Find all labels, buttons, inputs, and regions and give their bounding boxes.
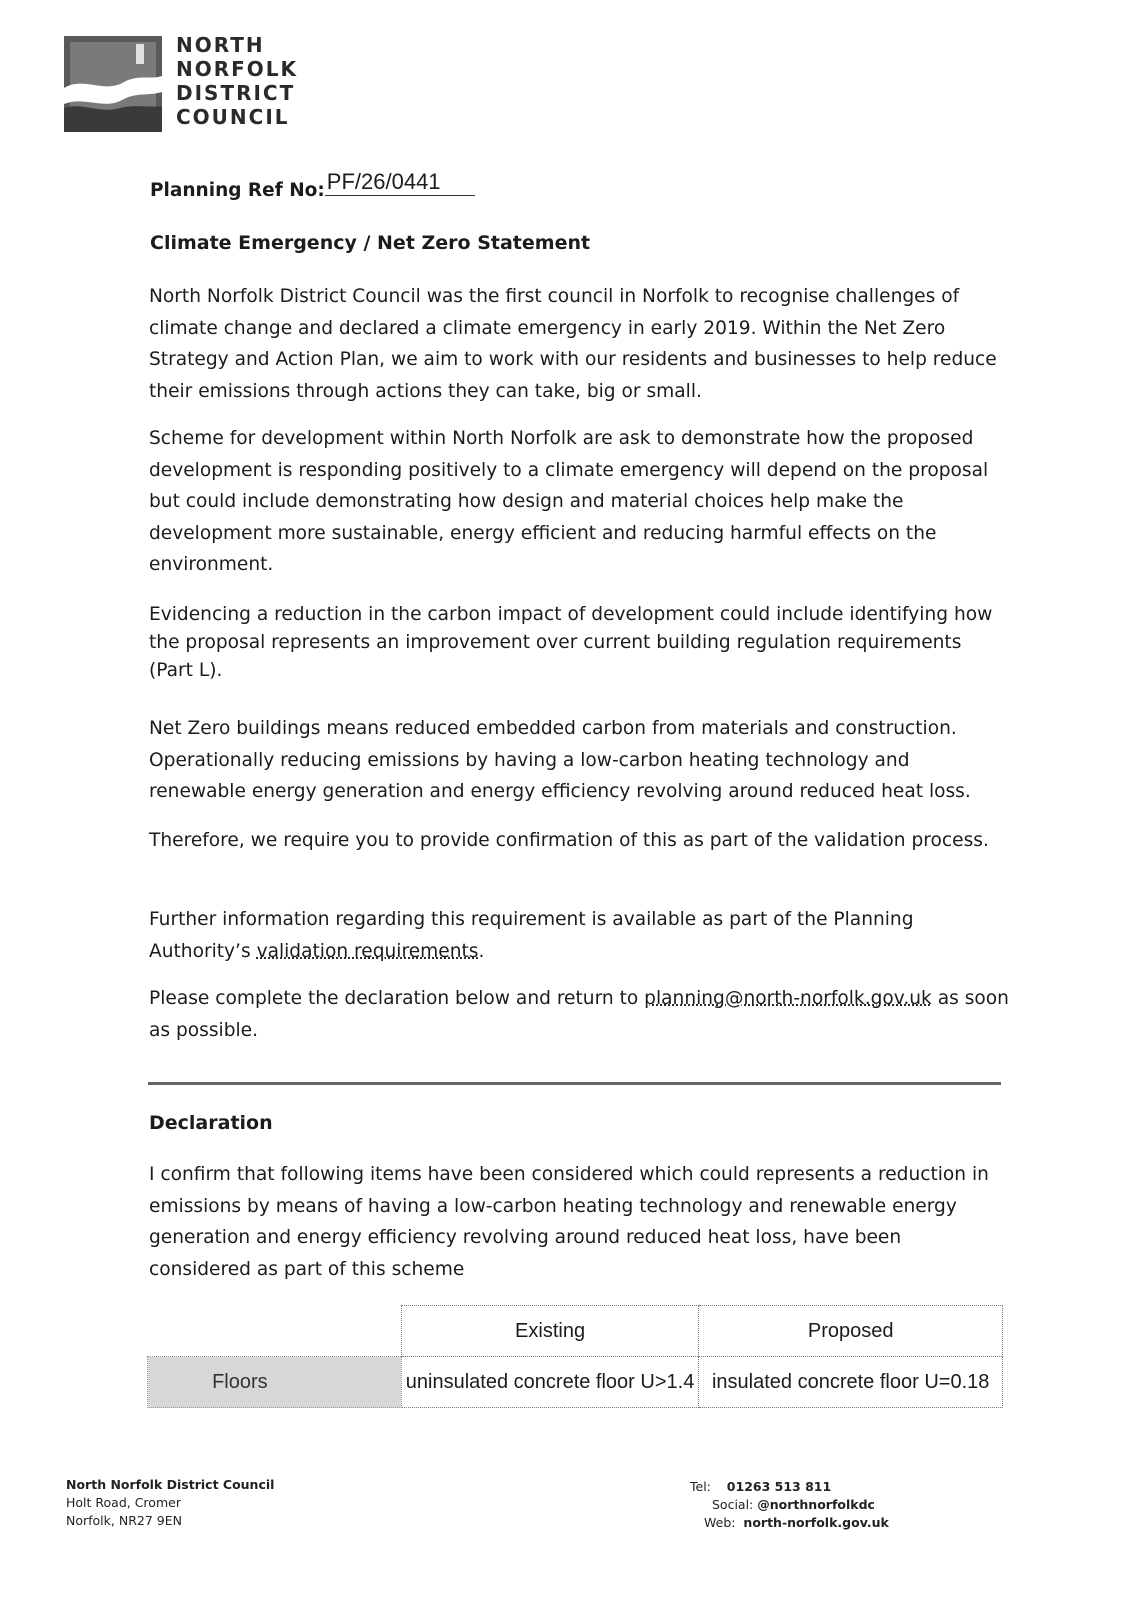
declaration-table (147, 1305, 1003, 1408)
footer-address-line: Norfolk, NR27 9EN (66, 1513, 182, 1528)
footer-address-line: Holt Road, Cromer (66, 1495, 181, 1510)
planning-ref-value: PF/26/0441 (325, 169, 475, 196)
cell-proposed[interactable]: insulated concrete floor U=0.18 (699, 1357, 1003, 1408)
social-value: @northnorfolkdc (757, 1497, 875, 1512)
planning-ref-label: Planning Ref No: (150, 180, 325, 201)
logo-line: COUNCIL (176, 105, 290, 129)
statement-title: Climate Emergency / Net Zero Statement (150, 232, 591, 254)
footer-social (690, 1496, 889, 1514)
paragraph-intro: North Norfolk District Council was the first council in Norfolk to recognise challenges of climate change and declared a climate emergency in early 2019. Within the Net Zero Strategy and Action Plan, we aim to work with our residents and businesses to help reduce their emissions through actions they can take, big or small. (149, 286, 997, 402)
further-info-end: . (478, 940, 485, 962)
paragraph-scheme: Scheme for development within North Norfolk are ask to demonstrate how the proposed development is responding positively to a climate emergency will depend on the proposal but could include demonstrating how design and material choices help make the development more sustainable, energy efficient and reducing harmful effects on the environment. (149, 428, 989, 575)
council-logo-text (176, 33, 298, 129)
declaration-title: Declaration (149, 1112, 273, 1134)
web-value[interactable]: north-norfolk.gov.uk (743, 1515, 889, 1530)
logo-line: NORFOLK (176, 57, 299, 81)
tel-value: 01263 513 811 (726, 1479, 832, 1494)
logo-line: NORTH (176, 33, 265, 57)
return-text: Please complete the declaration below and return to (149, 988, 645, 1009)
council-logo (64, 33, 324, 138)
row-label-floors: Floors (148, 1357, 402, 1408)
web-label: Web: (704, 1515, 736, 1530)
paragraph-return (149, 983, 1009, 1046)
table-corner (148, 1306, 402, 1357)
section-divider (148, 1082, 1001, 1085)
cell-existing[interactable]: uninsulated concrete floor U>1.4 (401, 1357, 699, 1408)
paragraph-evidence: Evidencing a reduction in the carbon impact of development could include identifying how the proposal represents an improvement over current building regulation requirements (Part L). (149, 604, 993, 681)
footer-web (690, 1514, 889, 1532)
declaration-text: I confirm that following items have been considered which could represents a reduction in emissions by means of having a low-carbon heating technology and renewable energy generation and energy efficiency revolving around reduced heat loss, have been considered as part of this scheme (149, 1164, 989, 1280)
planning-email-link[interactable]: planning@north-norfolk.gov.uk (644, 988, 932, 1009)
paragraph-confirmation: Therefore, we require you to provide confirmation of this as part of the validation process. (149, 830, 989, 851)
paragraph-net-zero: Net Zero buildings means reduced embedded carbon from materials and construction. Operationally reducing emissions by having a low-carbon heating technology and renewable energy generation and energy efficiency revolving around reduced heat loss. (149, 718, 971, 802)
footer-tel (690, 1478, 889, 1496)
column-existing: Existing (401, 1306, 699, 1357)
table-header-row (148, 1306, 1003, 1357)
footer-org: North Norfolk District Council (66, 1477, 275, 1492)
further-info-text: Further information regarding this requirement is available as part of the Planning Authority’s (149, 909, 914, 962)
council-logo-icon (64, 36, 162, 132)
social-label: Social: (712, 1497, 754, 1512)
footer-contact (690, 1478, 889, 1532)
planning-ref (150, 169, 475, 203)
table-row (148, 1357, 1003, 1408)
tel-label: Tel: (690, 1479, 711, 1494)
logo-line: DISTRICT (176, 81, 296, 105)
paragraph-further-info (149, 904, 1009, 967)
validation-requirements-link[interactable]: validation requirements (256, 940, 479, 962)
column-proposed: Proposed (699, 1306, 1003, 1357)
return-text-end: as soon as possible. (149, 988, 1009, 1041)
footer-address (66, 1476, 274, 1530)
